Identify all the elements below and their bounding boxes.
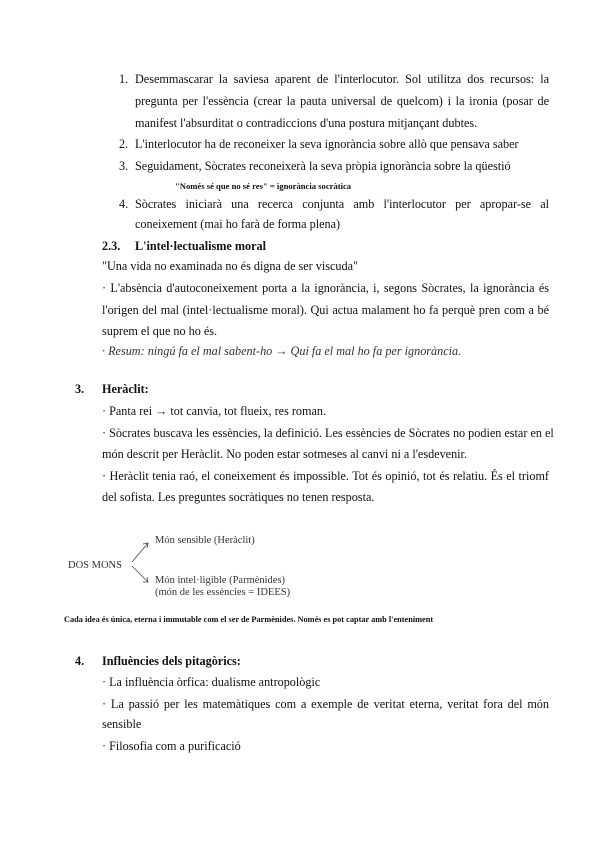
bullet-line: · La influència òrfica: dualisme antropològic	[102, 675, 321, 689]
list-item-text: L'interlocutor ha de reconeixer la seva ignorància sobre allò que pensava saber	[135, 137, 519, 151]
resum-line: · Resum: ningú fa el mal sabent-ho → Qui fa el mal ho fa per ignorància.	[102, 344, 462, 358]
quote: "Una vida no examinada no és digna de ser viscuda"	[102, 259, 358, 273]
list-item-text: Sòcrates iniciarà una recerca conjunta amb l'interlocutor per apropar-se al	[135, 197, 549, 211]
section-number: 2.3.	[102, 239, 121, 253]
diagram-bottom-sublabel: (món de les essències = IDEES)	[155, 587, 291, 598]
bullet-line: · Panta rei → tot canvia, tot flueix, res roman.	[102, 404, 327, 418]
paragraph-line: l'origen del mal (intel·lectualisme moral). Qui actua malament ho fa perquè pren com a bé	[102, 303, 549, 317]
socratic-quote: "Només sé que no sé res" = ignorància socràtica	[175, 181, 352, 191]
list-item-text: manifest l'absurditat o contradiccions d'una postura mitjançant dubtes.	[135, 116, 478, 130]
section-number: 4.	[75, 654, 85, 668]
bullet-line: · La passió per les matemàtiques com a exemple de veritat eterna, veritat fora del món	[102, 697, 549, 711]
bullet-line: sensible	[102, 717, 142, 731]
diagram-root: DOS MONS	[68, 560, 122, 571]
diagram-bottom-label: Món intel·ligible (Parmènides)	[155, 575, 286, 586]
diagram-caption: Cada idea és única, eterna i immutable com el ser de Parmènides. Només es pot captar amb l'enteniment	[64, 615, 434, 624]
section-title: Heràclit:	[102, 382, 149, 396]
list-item-text: coneixement (mai ho farà de forma plena)	[135, 217, 341, 231]
list-number: 3.	[119, 159, 129, 173]
diagram-top-label: Món sensible (Heràclit)	[155, 535, 255, 546]
bullet-line: · Filosofia com a purificació	[102, 739, 241, 753]
list-number: 2.	[119, 137, 129, 151]
bullet-line: · Heràclit tenia raó, el coneixement és impossible. Tot és opinió, tot és relatiu. És el triomf	[102, 469, 549, 483]
bullet-line: món descrit per Heràclit. No poden estar sotmeses al canvi ni a l'esdevenir.	[102, 447, 467, 461]
list-item-text: pregunta per l'essència (crear la pauta universal de quelcom) i la ironia (posar de	[135, 94, 549, 108]
paragraph-line: · L'absència d'autoconeixement porta a la ignorància, i, segons Sòcrates, la ignorància és	[102, 281, 549, 295]
list-number: 1.	[119, 72, 129, 86]
bullet-line: del sofista. Les preguntes socràtiques no tenen resposta.	[102, 490, 375, 504]
section-title: L'intel·lectualisme moral	[135, 239, 266, 253]
section-number: 3.	[75, 382, 85, 396]
section-title: Influències dels pitagòrics:	[102, 654, 241, 668]
bullet-line: · Sòcrates buscava les essències, la definició. Les essències de Sòcrates no podien estar en el	[102, 426, 554, 440]
list-item-text: Desemmascarar la saviesa aparent de l'interlocutor. Sol utilitza dos recursos: la	[135, 72, 549, 86]
paragraph-line: suprem el que no ho és.	[102, 324, 218, 338]
list-number: 4.	[119, 197, 129, 211]
list-item-text: Seguidament, Sòcrates reconeixerà la seva pròpia ignorància sobre la qüestió	[135, 159, 511, 173]
